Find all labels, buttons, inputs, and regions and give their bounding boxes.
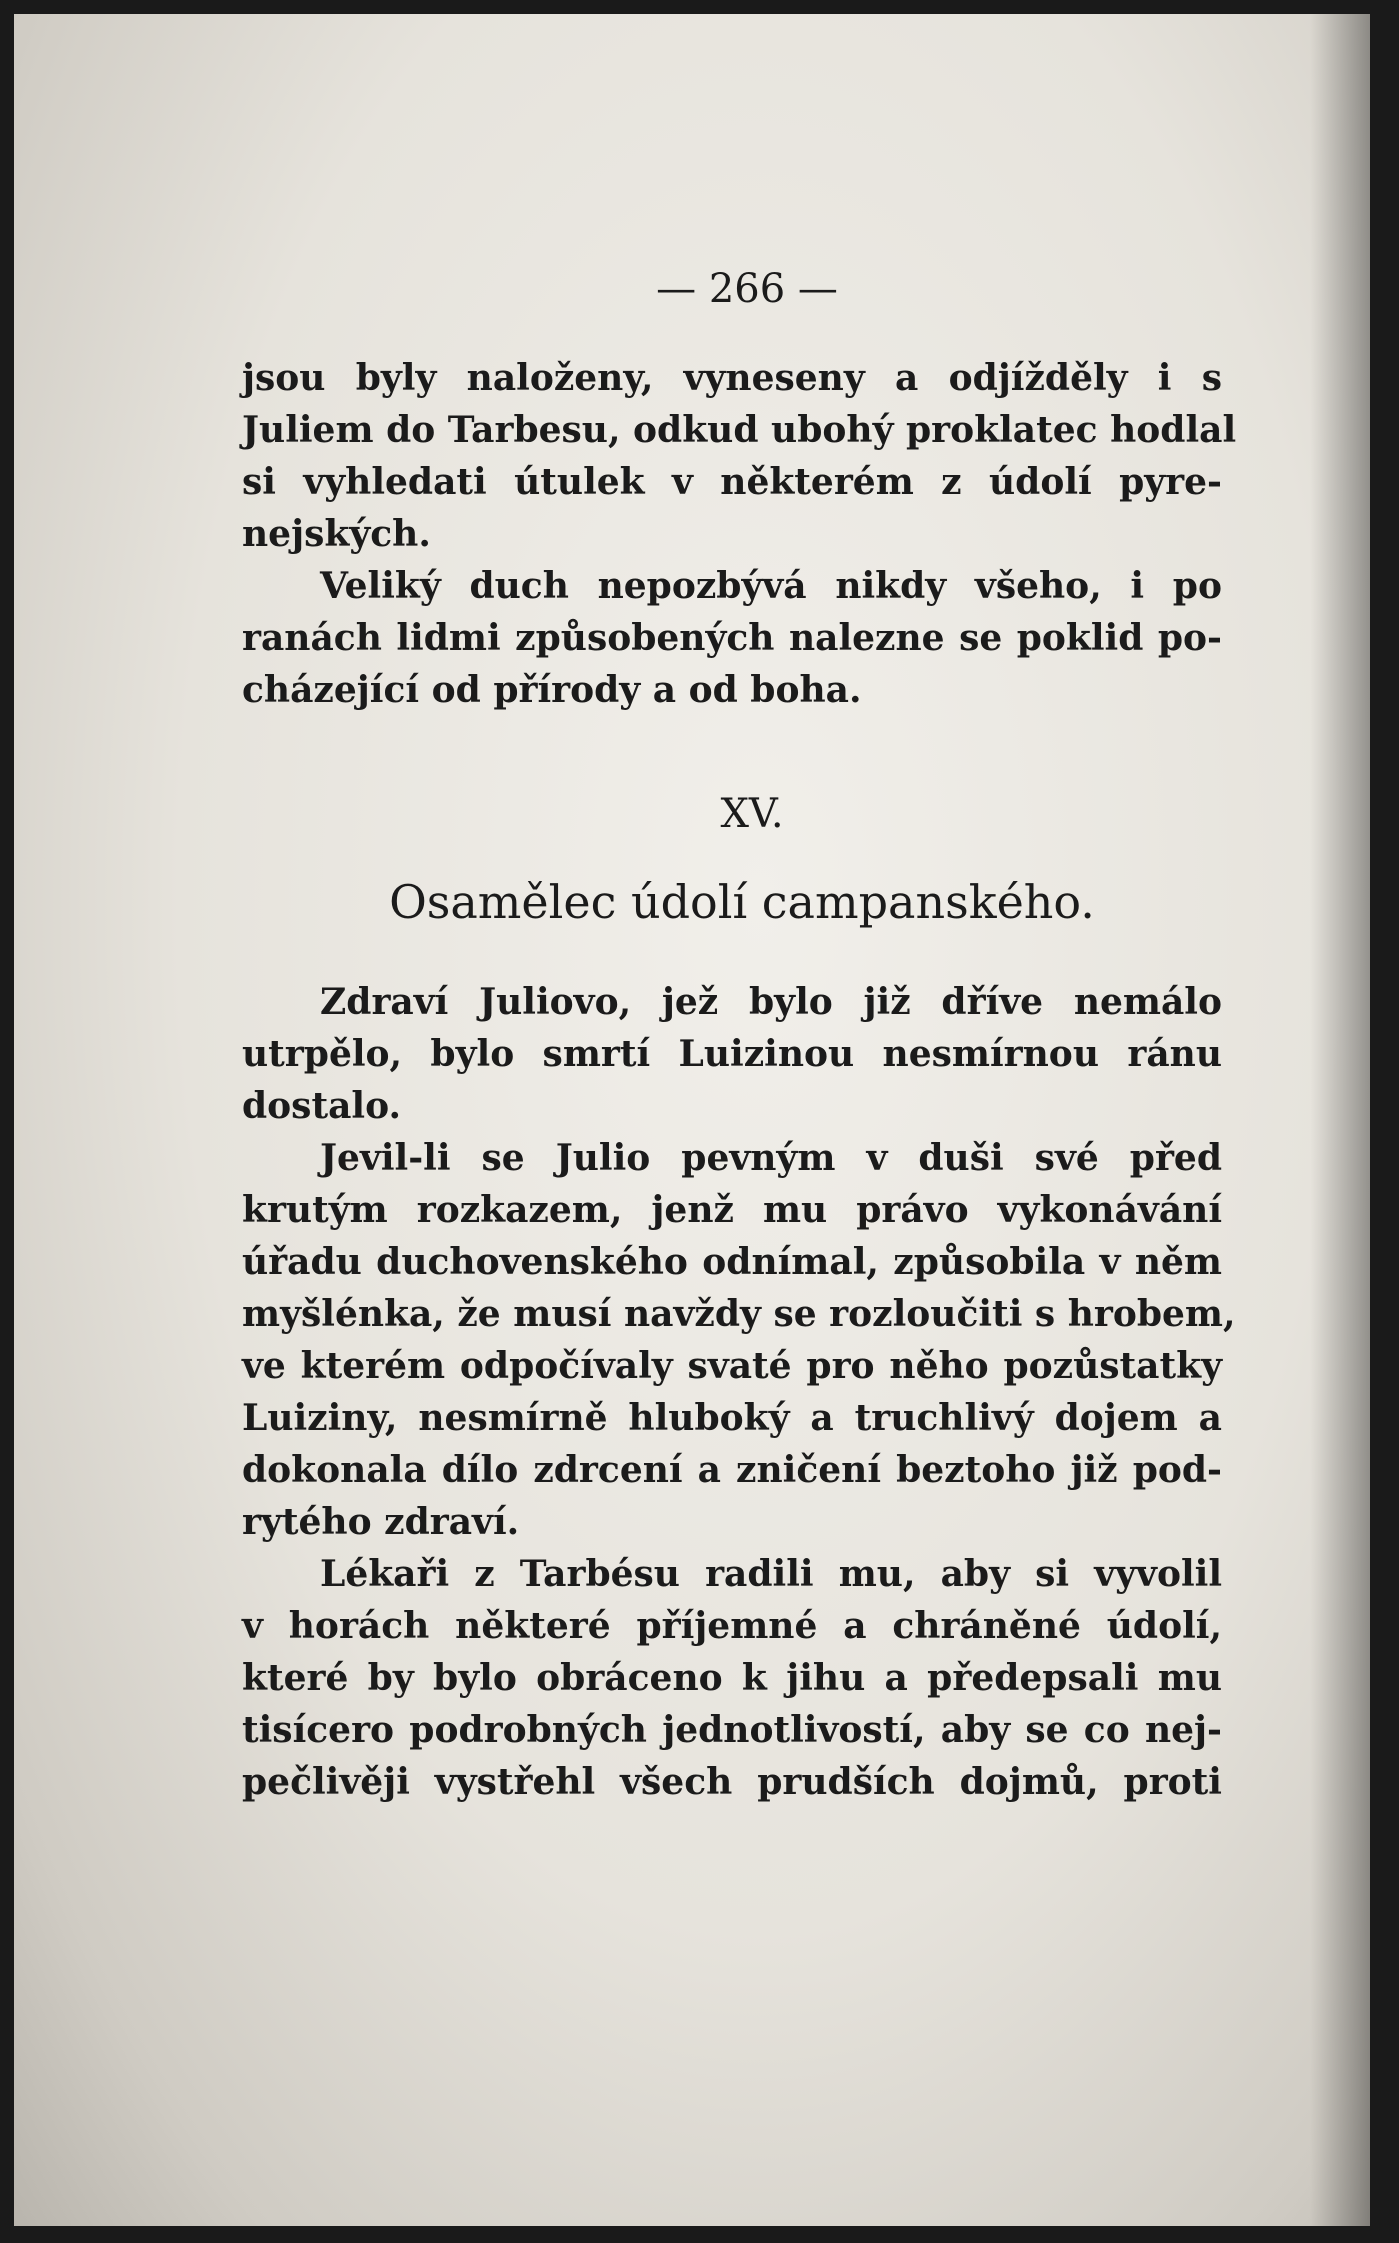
text-line: tisícero podrobných jednotlivostí, aby se co nej- xyxy=(242,1709,1222,1751)
chapter-title: Osamělec údolí campanského. xyxy=(389,875,1095,929)
text-line: jsou byly naloženy, vyneseny a odjížděly i s xyxy=(242,357,1222,399)
text-line: dostalo. xyxy=(242,1085,401,1127)
paragraph-2 xyxy=(242,560,1222,716)
text-line: ve kterém odpočívaly svaté pro něho pozůstatky xyxy=(242,1345,1222,1387)
text-line: úřadu duchovenského odnímal, způsobila v něm xyxy=(242,1241,1222,1283)
text-line: v horách některé příjemné a chráněné údolí, xyxy=(242,1605,1222,1647)
text-line: pečlivěji vystřehl všech prudších dojmů, proti xyxy=(242,1761,1222,1803)
paragraph-3 xyxy=(242,976,1222,1132)
opening-paragraph xyxy=(242,352,1237,560)
text-line: dokonala dílo zdrcení a zničení beztoho již pod- xyxy=(242,1449,1222,1491)
text-line: Lékaři z Tarbésu radili mu, aby si vyvolil xyxy=(320,1553,1222,1595)
text-line: Veliký duch nepozbývá nikdy všeho, i po xyxy=(320,565,1222,607)
text-block xyxy=(242,264,1237,1808)
text-line: myšlénka, že musí navždy se rozloučiti s hrobem, xyxy=(242,1293,1236,1335)
text-line: si vyhledati útulek v některém z údolí pyre- xyxy=(242,461,1222,503)
text-line: Luiziny, nesmírně hluboký a truchlivý dojem a xyxy=(242,1397,1222,1439)
text-line: ranách lidmi způsobených nalezne se poklid po- xyxy=(242,617,1222,659)
text-line: které by bylo obráceno k jihu a předepsali mu xyxy=(242,1657,1222,1699)
text-line: krutým rozkazem, jenž mu právo vykonávání xyxy=(242,1189,1222,1231)
text-line: Zdraví Juliovo, jež bylo již dříve nemálo xyxy=(320,981,1222,1023)
text-line: nejských. xyxy=(242,513,431,555)
text-line: cházející od přírody a od boha. xyxy=(242,669,862,711)
book-page xyxy=(14,14,1370,2226)
text-line: Juliem do Tarbesu, odkud ubohý proklatec hodlal xyxy=(242,409,1237,451)
chapter-number: XV. xyxy=(720,791,784,837)
paragraph-5 xyxy=(242,1548,1222,1808)
page-number: — 266 — xyxy=(656,266,838,312)
text-line: utrpělo, bylo smrtí Luizinou nesmírnou ránu xyxy=(242,1033,1222,1075)
paragraph-4 xyxy=(242,1132,1236,1548)
text-line: Jevil-li se Julio pevným v duši své před xyxy=(320,1137,1222,1179)
text-line: rytého zdraví. xyxy=(242,1501,520,1543)
